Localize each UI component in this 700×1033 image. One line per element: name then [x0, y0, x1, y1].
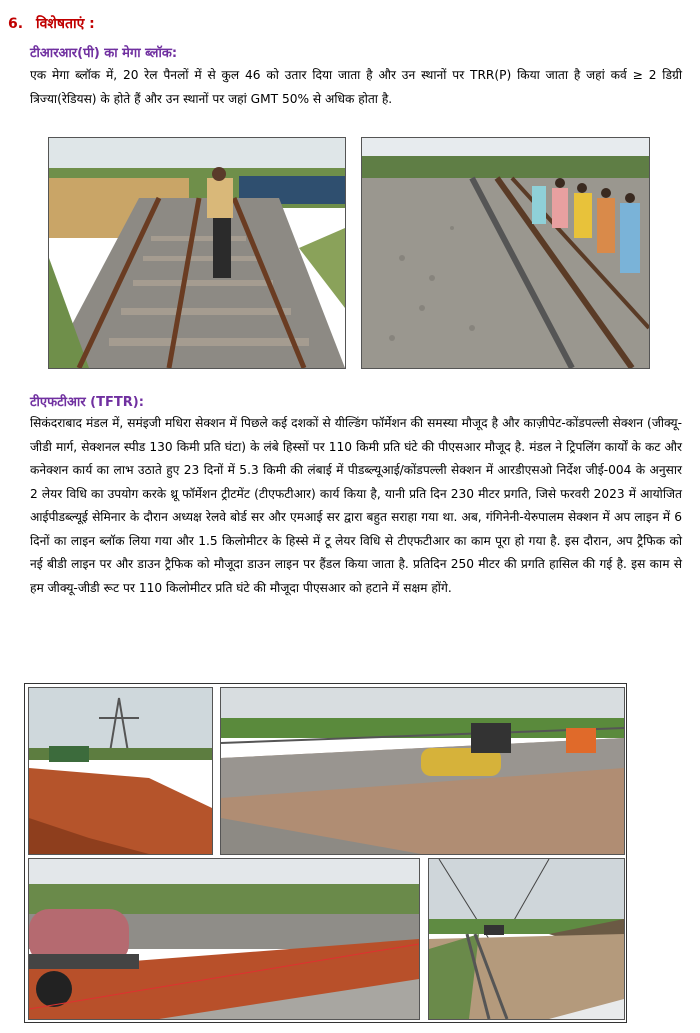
photo-worker-on-track: [48, 137, 346, 369]
photo-water-tanker: [28, 858, 420, 1020]
section-heading: [8, 14, 95, 33]
tftr-paragraph: सिकंदराबाद मंडल में, समंइजी मधिरा सेक्शन में पिछले कई दशकों से यील्डिंग फॉर्मेशन की समस्या मौजूद है और काज़ीपेट-कोंडपल्ली सेक्शन (जीक्यू-जीडी मार्ग, सेक्शनल स्पीड 130 किमी प्रति घंटा) के लंबे हिस्सों पर 110 किमी प्रति घंटे की पीएसआर मौजूद है. मंडल ने ट्रिपलिंग कार्यों के कट और कनेक्शन कार्य का लाभ उठाते हुए 23 दिनों में 5.3 किमी की लंबाई में पीडब्ल्यूआई/कोंडपल्ली सेक्शन में आरडीएसओ निर्देश जीई-004 के अनुसार 2 लेयर विधि का उपयोग करके थ्रू फॉर्मेशन ट्रीटमेंट (टीएफटीआर) कार्य किया है, यानी प्रति दिन 230 मीटर प्रगति, जिसे फरवरी 2023 में आयोजित आईपीडब्ल्यूई सेमिनार के दौरान अध्यक्ष रेलवे बोर्ड सर और एमआई सर द्वारा बहुत सराहा गया था. अब, गंगिनेनी-येरुपालम सेक्शन में अप लाइन में 6 दिनों का लाइन ब्लॉक लिया गया और 1.5 किलोमीटर के हिस्से में टू लेयर विधि से टीएफटीआर का काम पूरा हो गया है. इस दौरान, अप ट्रैफिक को नई बीडी लाइन पर और डाउन ट्रैफिक को मौजूदा डाउन लाइन पर हैंडल किया जाता है. प्रतिदिन 250 मीटर की प्रगति हासिल की गई है. इस काम से हम जीक्यू-जीडी रूट पर 110 किलोमीटर प्रति घंटे की मौजूदा पीएसआर को हटाने में सक्षम होंगे.: [30, 416, 682, 595]
photo-gang-working: [361, 137, 650, 369]
mega-block-title: टीआरआर(पी) का मेगा ब्लॉक:: [30, 46, 178, 61]
photo-roller-compaction: [220, 687, 625, 855]
photo-soil-heap-tower: [28, 687, 213, 855]
tftr-photo-collage: [24, 683, 627, 1023]
photo-excavator-track: [428, 858, 625, 1020]
section-number: 6.: [8, 16, 24, 32]
tftr-title: टीएफटीआर (TFTR):: [30, 395, 144, 410]
section-title: विशेषताएं :: [35, 16, 95, 32]
mega-block-paragraph: एक मेगा ब्लॉक में, 20 रेल पैनलों में से कुल 46 को उतार दिया जाता है और उन स्थानों पर TRR(P) किया जाता है जहां कर्व ≥ 2 डिग्री त्रिज्या(रेडियस) के होते हैं और उन स्थानों पर जहां GMT 50% से अधिक होता है.: [30, 68, 682, 106]
